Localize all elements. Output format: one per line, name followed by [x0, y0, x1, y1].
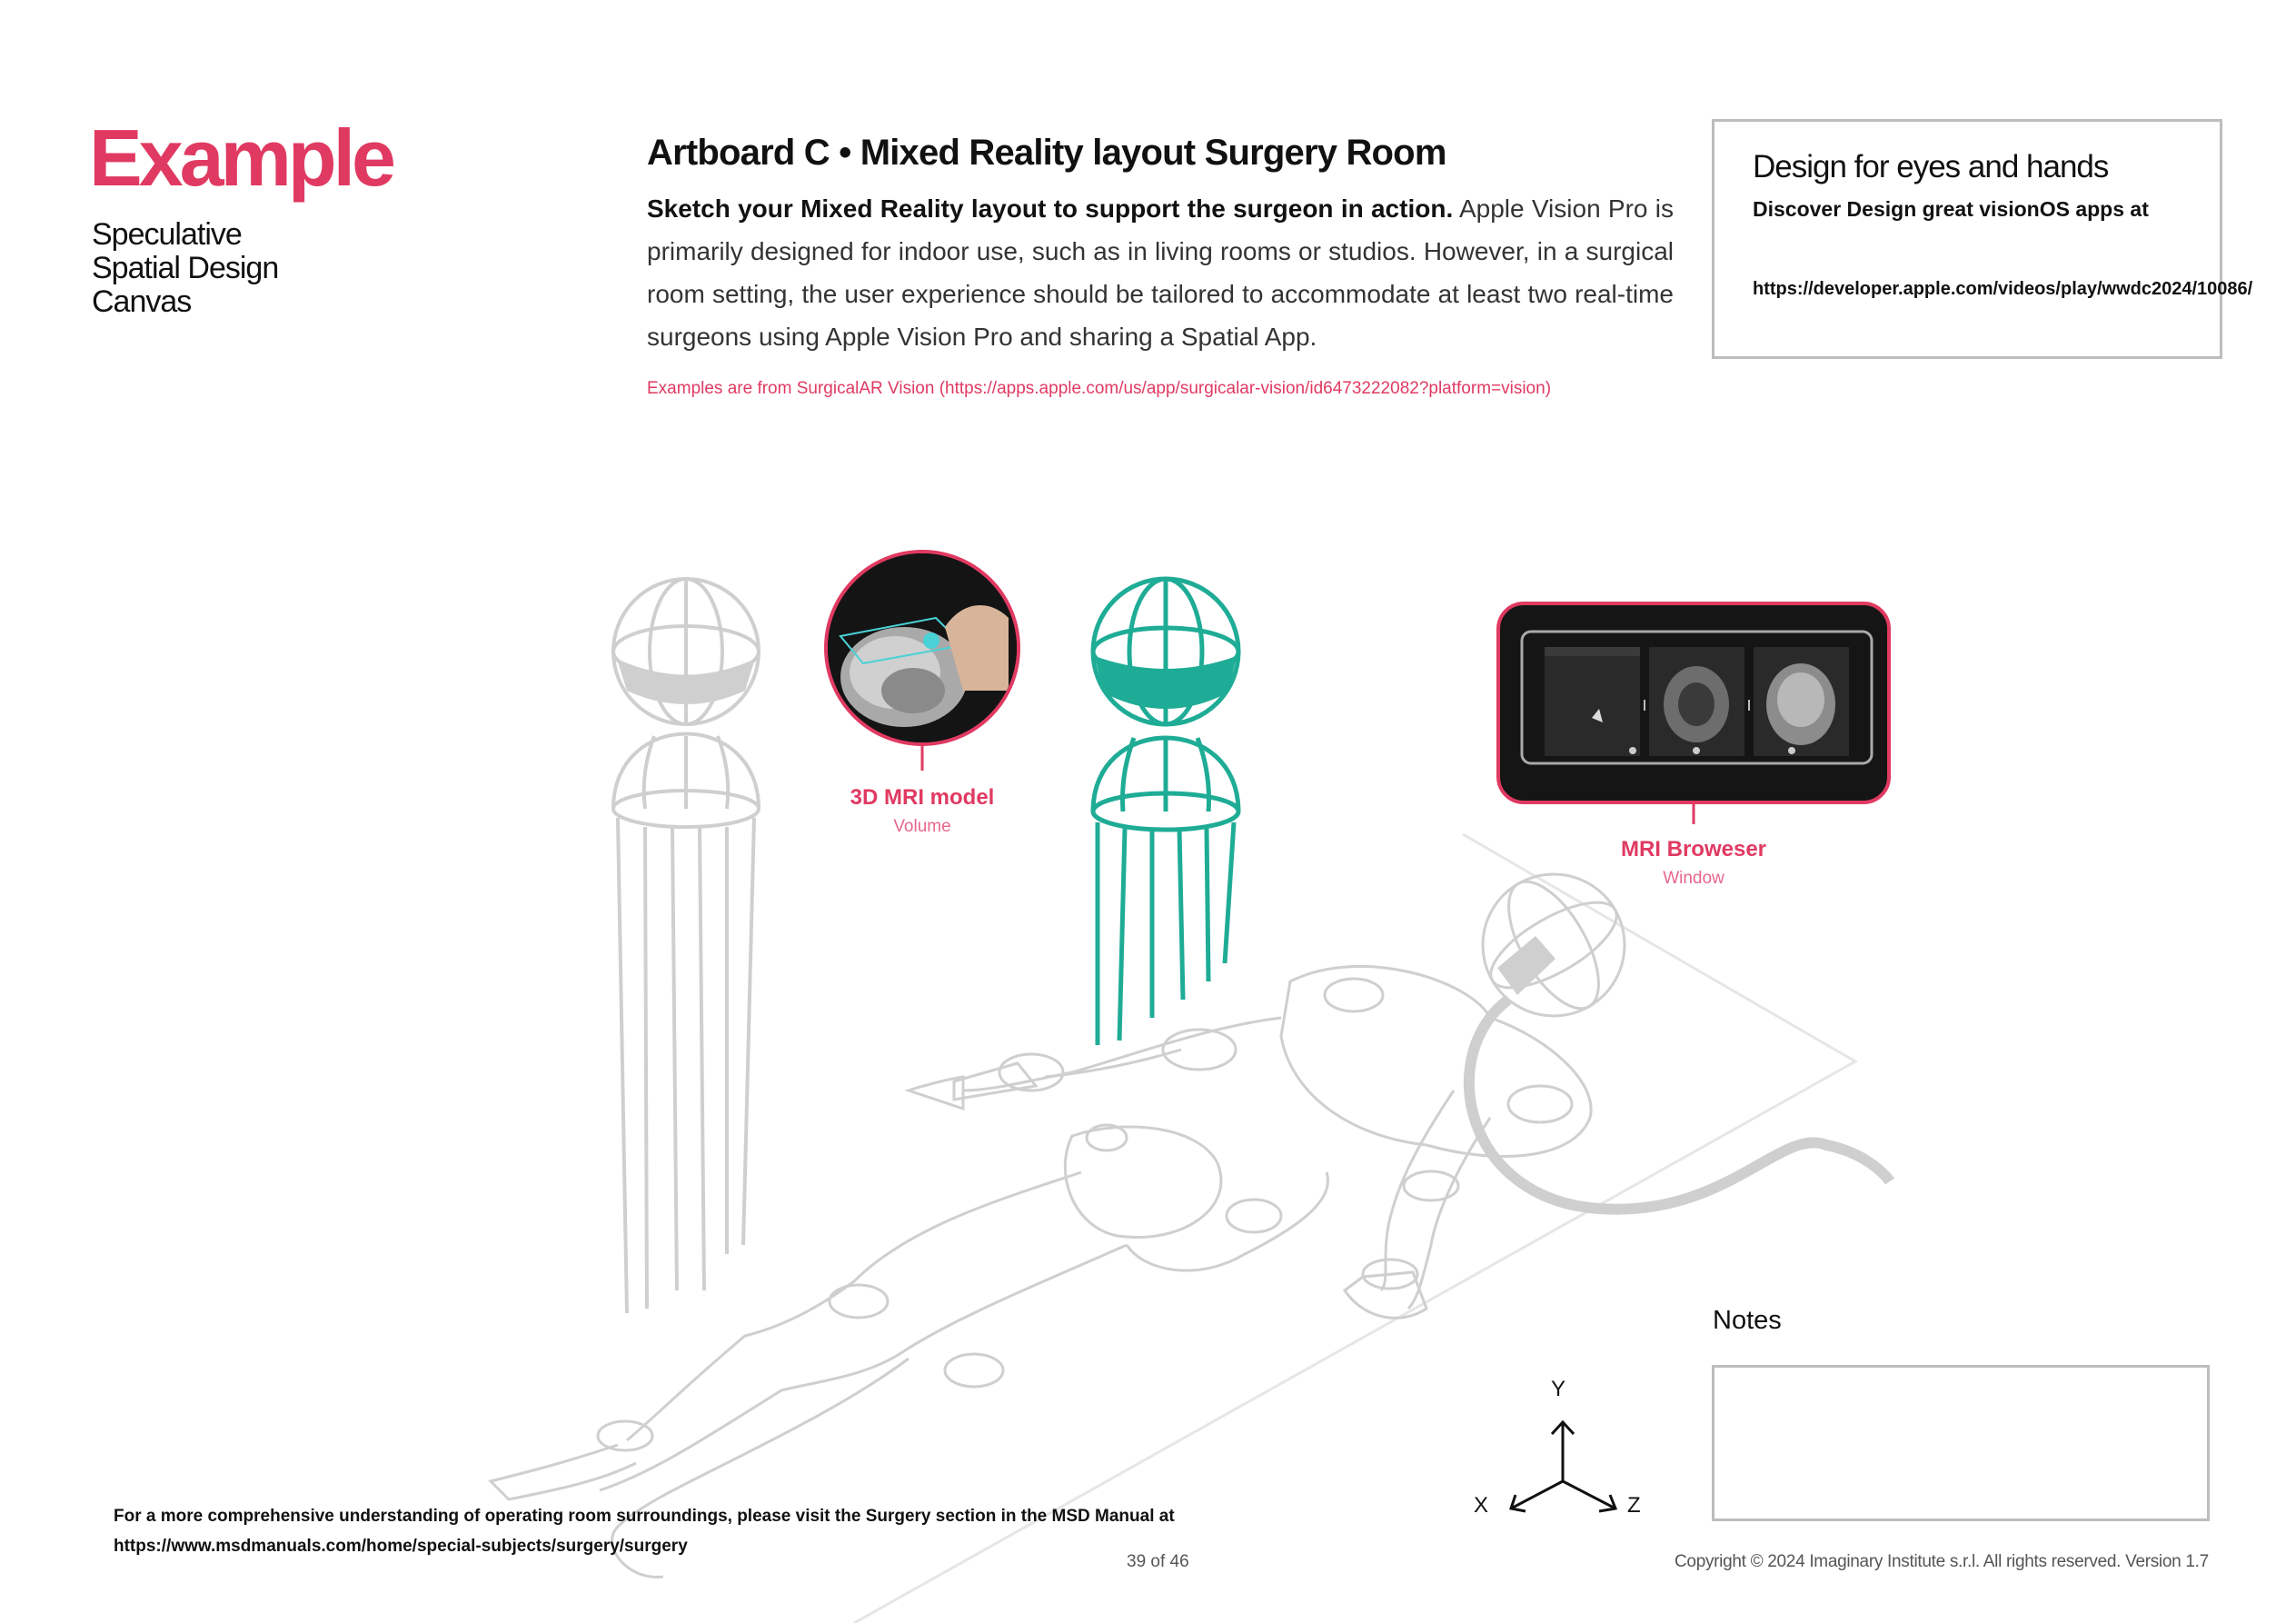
- intro-bold: Sketch your Mixed Reality layout to support the surgeon in action.: [647, 194, 1454, 223]
- artboard-title: Artboard C • Mixed Reality layout Surgery Room: [647, 133, 1446, 173]
- subtitle-line: Speculative: [92, 217, 242, 252]
- mri-browser-label: MRI Broweser: [1620, 837, 1767, 861]
- mri-model-callout: [826, 552, 1019, 771]
- mri-browser-callout: [1498, 603, 1889, 824]
- surgeon-left-figure: [613, 579, 759, 1313]
- subtitle-line: Spatial Design: [92, 251, 279, 285]
- footer-reference-note: For a more comprehensive understanding of operating room surroundings, please visit the Surgery section in the MSD Manual at https://www.msdmanuals.com/home/special-subjects/surgery/surgery: [114, 1507, 1175, 1556]
- design-box-link[interactable]: https://developer.apple.com/videos/play/wwdc2024/10086/: [1753, 279, 2253, 299]
- axis-z-label: Z: [1627, 1493, 1641, 1518]
- mri-model-type: Volume: [893, 817, 951, 836]
- mri-browser-type: Window: [1663, 869, 1724, 888]
- axis-y-label: Y: [1551, 1377, 1566, 1401]
- copyright-text: Copyright © 2024 Imaginary Institute s.r.l. All rights reserved. Version 1.7: [1675, 1552, 2209, 1571]
- surgeon-active-figure: [1093, 579, 1238, 1045]
- design-box-title: Design for eyes and hands: [1753, 149, 2109, 184]
- mri-model-label: 3D MRI model: [850, 785, 995, 810]
- examples-source-link[interactable]: Examples are from SurgicalAR Vision (https://apps.apple.com/us/app/surgicalar-vision/id6473222082?platform=vision): [647, 379, 1552, 398]
- notes-box[interactable]: [1712, 1365, 2210, 1521]
- subtitle-line: Canvas: [92, 284, 192, 319]
- example-title: Example: [89, 113, 393, 203]
- axis-gizmo: [1511, 1422, 1615, 1511]
- notes-label: Notes: [1713, 1306, 1782, 1335]
- intro-text: Apple Vision Pro is primarily designed for indoor use, such as in living rooms or studios. However, in a surgical room setting, the user experience should be tailored to accommodate at least two real-time surgeons using Apple Vision Pro and sharing a Spatial App.: [647, 194, 1675, 351]
- page-number: 39 of 46: [1127, 1552, 1189, 1571]
- design-box-subtitle: Discover Design great visionOS apps at: [1753, 197, 2149, 221]
- axis-x-label: X: [1474, 1493, 1489, 1518]
